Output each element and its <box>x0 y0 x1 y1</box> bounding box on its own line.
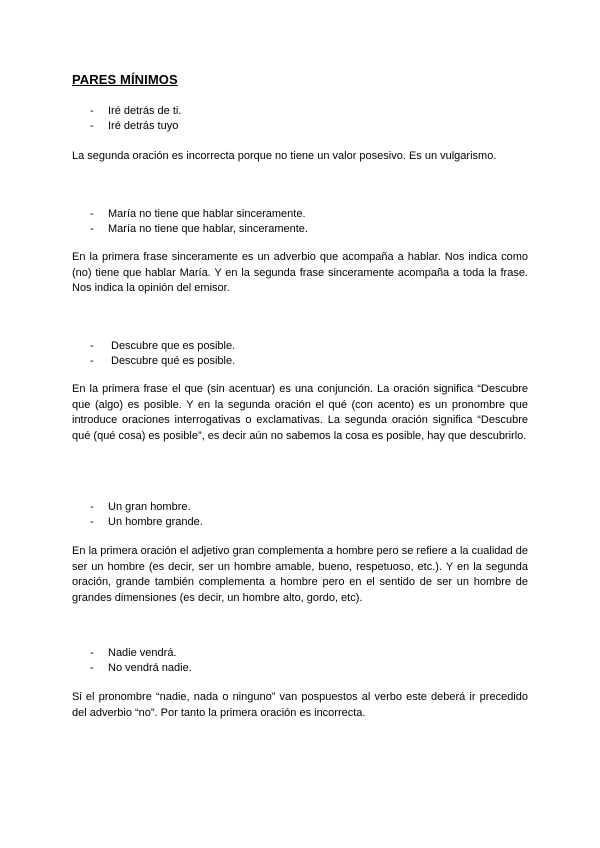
example-sentence: María no tiene que hablar sinceramente. <box>108 208 306 220</box>
bullet-dash: - <box>90 223 94 235</box>
example-sentence: No vendrá nadie. <box>108 662 192 674</box>
example-sentence: Iré detrás de ti. <box>108 105 182 117</box>
page-title: PARES MÍNIMOS <box>72 72 178 87</box>
example-sentence: Descubre que es posible. <box>111 340 236 352</box>
example-sentence: Un hombre grande. <box>108 516 203 528</box>
bullet-dash: - <box>90 662 94 674</box>
bullet-dash: - <box>90 501 94 513</box>
explanation-paragraph-2: En la primera frase sinceramente es un adverbio que acompaña a hablar. Nos indica como (no) tiene que hablar María. Y en la segunda frase sinceramente acompaña a toda la frase. Nos indica la opinión del emisor. <box>72 251 528 294</box>
explanation-paragraph-3: En la primera frase el que (sin acentuar) es una conjunción. La oración significa “Descubre que (algo) es posible. Y en la segunda oración el qué (con acento) es un pronombre que introduce oraciones interrogativas o exclamativas. La segunda oración significa “Descubre qué (qué cosa) es posible”, es decir aún no sabemos la cosa es posible, hay que descubrirlo. <box>72 383 528 442</box>
explanation-paragraph-4: En la primera oración el adjetivo gran complementa a hombre pero se refiere a la cualidad de ser un hombre (es decir, ser un hombre amable, bueno, respetuoso, etc.). Y en la segunda oración, grande también complementa a hombre pero en el sentido de ser un hombre de grandes dimensiones (es decir, un hombre alto, gordo, etc). <box>72 545 528 604</box>
bullet-dash: - <box>90 340 94 352</box>
explanation-paragraph-5: Si el pronombre “nadie, nada o ninguno” van pospuestos al verbo este deberá ir precedido del adverbio “no”. Por tanto la primera oración es incorrecta. <box>72 691 528 719</box>
example-sentence: Un gran hombre. <box>108 501 191 513</box>
bullet-dash: - <box>90 208 94 220</box>
example-sentence: Descubre qué es posible. <box>111 355 236 367</box>
bullet-dash: - <box>90 516 94 528</box>
example-sentence: Iré detrás tuyo <box>108 120 179 132</box>
example-sentence: Nadie vendrá. <box>108 647 177 659</box>
bullet-dash: - <box>90 105 94 117</box>
example-sentence: María no tiene que hablar, sinceramente. <box>108 223 308 235</box>
explanation-paragraph-1: La segunda oración es incorrecta porque no tiene un valor posesivo. Es un vulgarismo. <box>72 150 497 162</box>
bullet-dash: - <box>90 647 94 659</box>
bullet-dash: - <box>90 355 94 367</box>
bullet-dash: - <box>90 120 94 132</box>
